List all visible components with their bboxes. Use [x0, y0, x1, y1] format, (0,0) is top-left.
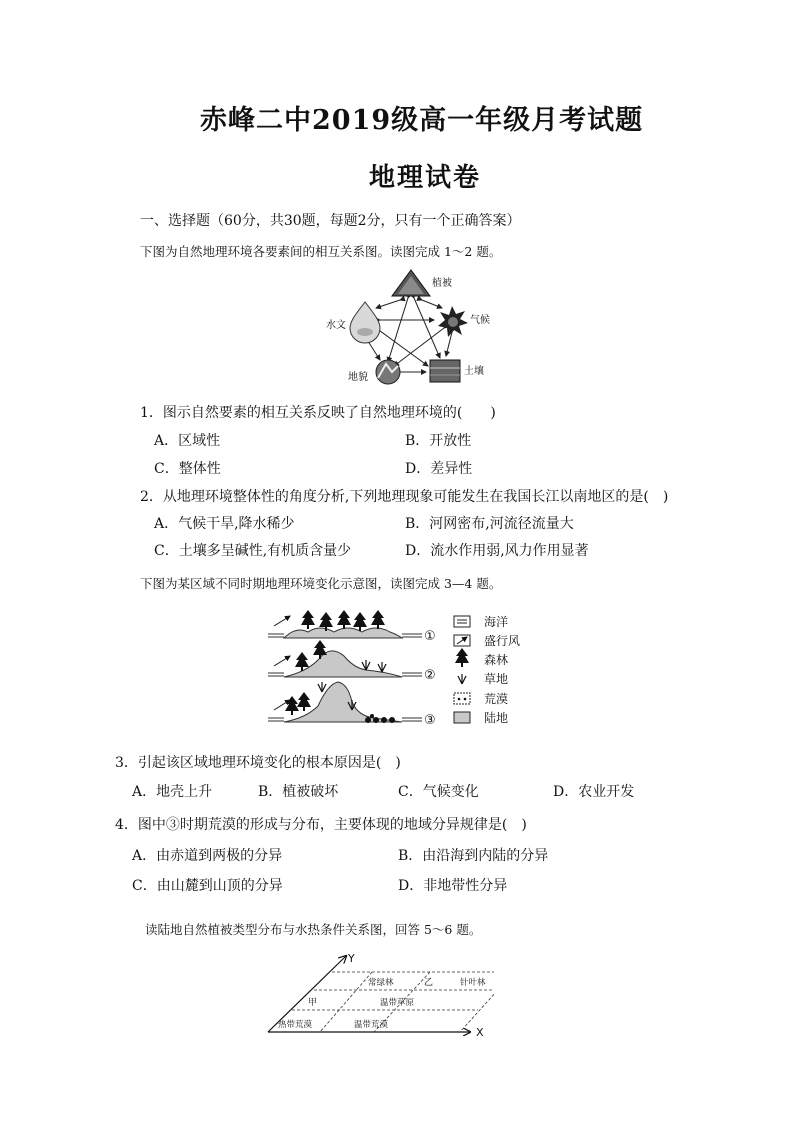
group2-intro: 下图为某区域不同时期地理环境变化示意图，读图完成 3—4 题。 — [140, 576, 502, 591]
legend — [454, 615, 520, 725]
q2-option-a: A．气候干旱,降水稀少 — [154, 516, 295, 532]
cell-coniferous: 针叶林 — [460, 978, 486, 988]
stage-1-label: ① — [424, 629, 436, 644]
legend-desert: 荒漠 — [484, 692, 509, 706]
question-3: 3．引起该区域地理环境变化的根本原因是( ) — [115, 755, 401, 771]
q2-option-c: C．土壤多呈碱性,有机质含量少 — [154, 543, 352, 559]
q1-option-b: B．开放性 — [405, 433, 472, 449]
q3-option-c: C．气候变化 — [398, 784, 479, 800]
q3-option-a: A．地壳上升 — [132, 784, 213, 800]
soil-label: 土壤 — [464, 366, 484, 377]
question-1: 1．图示自然要素的相互关系反映了自然地理环境的( ) — [140, 405, 496, 421]
legend-ocean: 海洋 — [484, 615, 509, 629]
environment-change-figure — [262, 606, 542, 734]
axis-x-label: X — [476, 1026, 484, 1039]
group3-intro: 读陆地自然植被类型分布与水热条件关系图，回答 5～6 题。 — [145, 922, 482, 937]
climate-label: 气候 — [470, 315, 490, 326]
legend-desert-icon — [454, 693, 470, 704]
landform-label: 地貌 — [348, 372, 368, 383]
landform-icon — [376, 360, 400, 384]
vegetation-water-heat-figure — [262, 950, 494, 1042]
hydrology-label: 水文 — [326, 320, 346, 331]
q3-option-b: B．植被破坏 — [258, 784, 339, 800]
vegetation-icon — [392, 270, 430, 296]
q2-option-d: D．流水作用弱,风力作用显著 — [405, 543, 589, 559]
cell-tropical-desert: 热带荒漠 — [278, 1020, 313, 1030]
vegetation-label: 植被 — [432, 278, 452, 289]
stage-3-profile — [268, 682, 422, 723]
cell-evergreen: 常绿林 — [368, 978, 394, 988]
cell-temperate-grassland: 温带草原 — [380, 998, 415, 1008]
q4-option-a: A．由赤道到两极的分异 — [132, 848, 283, 864]
question-2: 2．从地理环境整体性的角度分析,下列地理现象可能发生在我国长江以南地区的是( ) — [140, 489, 669, 505]
climate-burst-icon — [438, 306, 468, 337]
q2-option-b: B．河网密布,河流径流量大 — [405, 516, 574, 532]
legend-grass: 草地 — [484, 672, 509, 686]
legend-land-icon — [454, 712, 470, 723]
soil-icon — [430, 360, 460, 382]
question-4: 4．图中③时期荒漠的形成与分布，主要体现的地域分异规律是( ) — [115, 817, 527, 833]
stage-2-profile — [268, 640, 422, 677]
section-heading: 一、选择题（60分，共30题，每题2分，只有一个正确答案） — [140, 213, 521, 229]
q3-option-d: D．农业开发 — [553, 784, 635, 800]
q4-option-d: D．非地带性分异 — [398, 878, 508, 894]
cell-temperate-desert: 温带荒漠 — [354, 1020, 389, 1030]
q1-option-c: C．整体性 — [154, 461, 221, 477]
q1-option-a: A．区域性 — [154, 433, 221, 449]
q1-option-d: D．差异性 — [405, 461, 473, 477]
water-drop-icon — [350, 302, 380, 343]
legend-ocean-icon — [454, 616, 470, 627]
stage-3-label: ③ — [424, 713, 436, 728]
page-subtitle: 地理试卷 — [369, 163, 482, 193]
q4-option-b: B．由沿海到内陆的分异 — [398, 848, 549, 864]
legend-wind: 盛行风 — [484, 634, 521, 648]
stage-2-label: ② — [424, 668, 436, 683]
stage-1-profile — [268, 610, 422, 638]
group1-intro: 下图为自然地理环境各要素间的相互关系图。读图完成 1～2 题。 — [140, 244, 502, 259]
cell-jia: 甲 — [308, 998, 318, 1008]
page-title: 赤峰二中2019级高一年级月考试题 — [200, 105, 644, 136]
legend-grass-icon — [458, 674, 466, 684]
legend-land: 陆地 — [484, 711, 509, 725]
legend-wind-icon — [454, 635, 470, 646]
axis-y-label: Y — [348, 952, 355, 965]
element-relation-figure — [318, 268, 508, 390]
q4-option-c: C．由山麓到山顶的分异 — [132, 878, 283, 894]
legend-forest: 森林 — [484, 653, 509, 667]
legend-forest-icon — [455, 648, 469, 667]
cell-yi: 乙 — [424, 978, 434, 988]
